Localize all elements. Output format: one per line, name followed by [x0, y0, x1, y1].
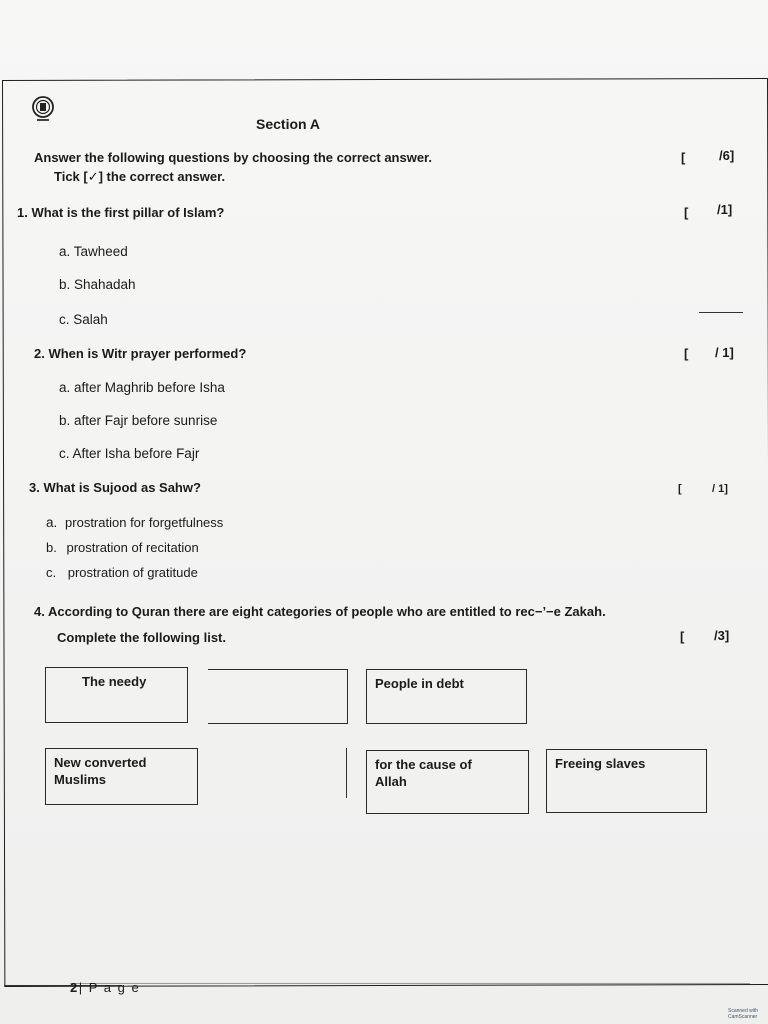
- question-number: 4.: [34, 604, 45, 619]
- q1-option-a[interactable]: a. Tawheed: [59, 244, 128, 259]
- page-label: | P a g e: [78, 980, 141, 995]
- page-number: 2: [70, 980, 79, 995]
- zakah-box-2[interactable]: [208, 669, 348, 724]
- q2-mark: / 1]: [715, 345, 734, 360]
- option-text: prostration for forgetfulness: [65, 515, 224, 530]
- total-mark-bracket: [: [681, 150, 686, 165]
- question-text: When is Witr prayer performed?: [48, 346, 247, 361]
- scanner-badge: Scanned with CamScanner: [728, 1008, 759, 1020]
- option-letter: b.: [46, 540, 57, 555]
- q1-option-b[interactable]: b. Shahadah: [59, 277, 136, 292]
- question-number: 3.: [29, 480, 40, 495]
- q3-mark: / 1]: [712, 483, 728, 495]
- q2-mark-bracket: [: [684, 346, 689, 361]
- q2-option-c[interactable]: c. After Isha before Fajr: [59, 446, 200, 461]
- option-letter: a.: [46, 515, 58, 530]
- question-text: According to Quran there are eight categories of people who are entitled to rec−’−e Zakah.: [47, 604, 606, 619]
- total-mark: /6]: [719, 148, 735, 163]
- question-number: 1.: [17, 205, 28, 220]
- q4-mark: /3]: [714, 628, 730, 643]
- school-logo-icon: [28, 94, 58, 124]
- question-4: [34, 604, 606, 619]
- box-stroke: [346, 748, 347, 798]
- q1-mark-bracket: [: [684, 205, 689, 220]
- footer-rule: [70, 983, 750, 984]
- bleed-through-text: [60, 8, 700, 78]
- question-4-subtext: Complete the following list.: [57, 630, 226, 645]
- q3-mark-bracket: [: [678, 483, 682, 495]
- question-3: [29, 480, 201, 495]
- option-text: prostration of recitation: [66, 540, 199, 555]
- q4-mark-bracket: [: [680, 629, 685, 644]
- q2-option-a[interactable]: a. after Maghrib before Isha: [59, 380, 225, 395]
- question-text: What is Sujood as Sahw?: [43, 480, 201, 495]
- instruction-line-2: Tick [✓] the correct answer.: [54, 169, 226, 184]
- q2-option-b[interactable]: b. after Fajr before sunrise: [59, 413, 218, 428]
- zakah-box-6[interactable]: Freeing slaves: [546, 749, 707, 813]
- option-text: prostration of gratitude: [67, 565, 198, 580]
- q3-option-b[interactable]: [46, 540, 199, 555]
- question-1: [17, 205, 224, 220]
- q1-option-c[interactable]: c. Salah: [59, 312, 108, 327]
- q3-option-c[interactable]: [46, 565, 198, 580]
- section-title: Section A: [256, 116, 321, 132]
- answer-line: [699, 312, 743, 313]
- option-letter: c.: [46, 565, 57, 580]
- question-2: [34, 346, 246, 361]
- question-number: 2.: [34, 346, 45, 361]
- zakah-box-5[interactable]: for the cause of Allah: [366, 750, 529, 814]
- instruction-line-1: Answer the following questions by choosing the correct answer.: [34, 150, 433, 165]
- zakah-box-4[interactable]: New converted Muslims: [45, 748, 198, 805]
- q3-option-a[interactable]: [46, 515, 223, 530]
- q1-mark: /1]: [717, 202, 733, 217]
- zakah-box-3[interactable]: People in debt: [366, 669, 527, 724]
- question-text: What is the first pillar of Islam?: [31, 205, 225, 220]
- zakah-box-1[interactable]: The needy: [45, 667, 188, 723]
- page-footer: [70, 980, 140, 995]
